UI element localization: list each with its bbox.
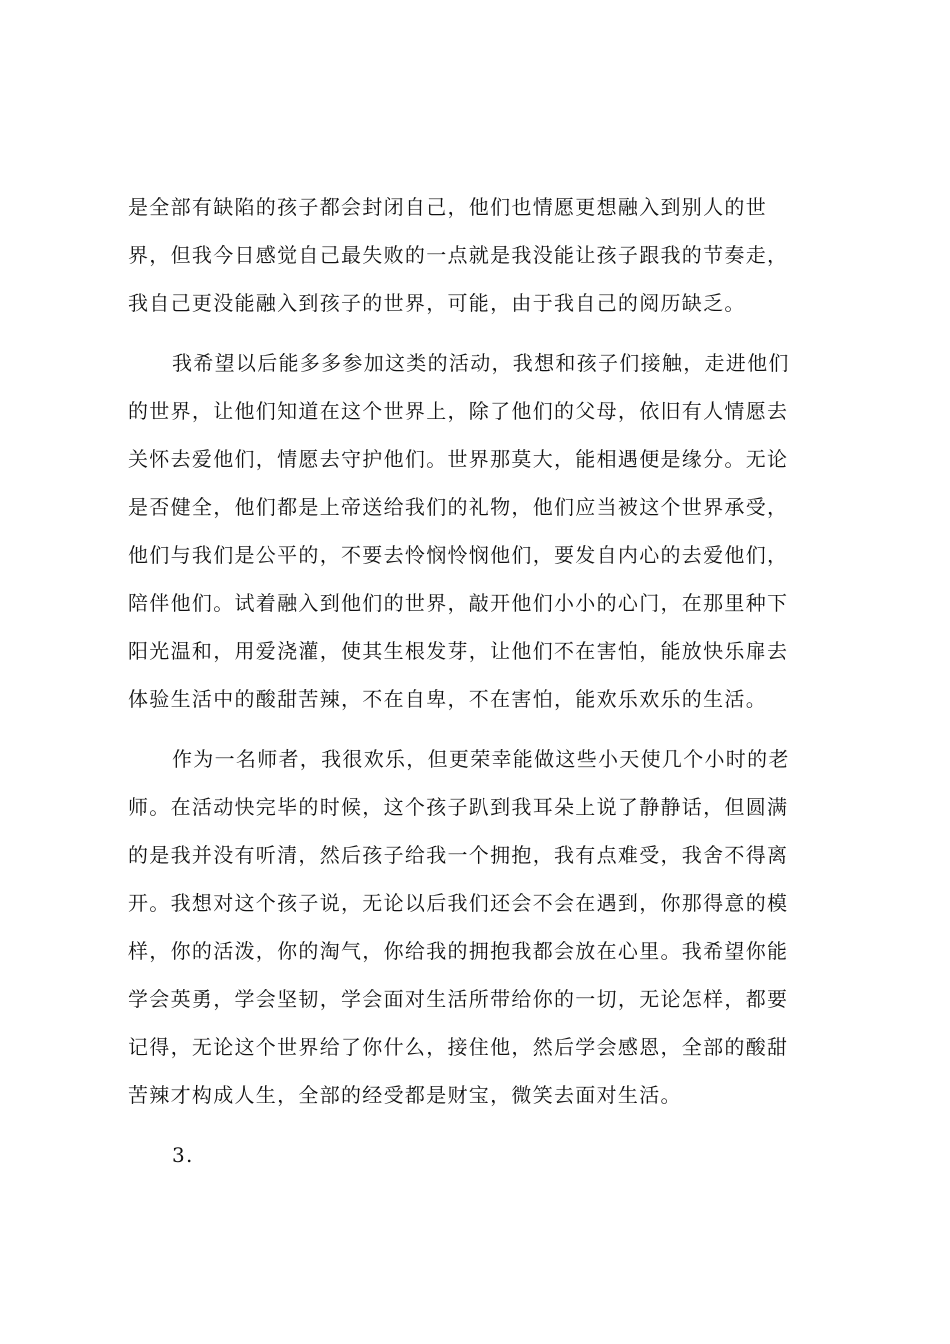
document-body (128, 183, 830, 1179)
text-line: 我希望以后能多多参加这类的活动，我想和孩子们接触，走进他们 (172, 351, 790, 375)
text-line: 阳光温和，用爱浇灌，使其生根发芽，让他们不在害怕，能放快乐扉去 (128, 639, 789, 663)
text-line: 关怀去爱他们，情愿去守护他们。世界那莫大，能相遇便是缘分。无论 (128, 447, 789, 471)
text-line: 学会英勇，学会坚韧，学会面对生活所带给你的一切，无论怎样，都要 (128, 987, 789, 1011)
paragraph-1 (128, 183, 830, 327)
paragraph-3 (128, 735, 830, 1119)
text-line: 苦辣才构成人生，全部的经受都是财宝，微笑去面对生活。 (128, 1083, 682, 1107)
text-line: 记得，无论这个世界给了你什么，接住他，然后学会感恩，全部的酸甜 (128, 1035, 789, 1059)
text-line: 他们与我们是公平的，不要去怜悯怜悯他们，要发自内心的去爱他们， (128, 543, 789, 567)
text-line: 的世界，让他们知道在这个世界上，除了他们的父母，依旧有人情愿去 (128, 399, 789, 423)
text-line: 陪伴他们。试着融入到他们的世界，敲开他们小小的心门，在那里种下 (128, 591, 789, 615)
text-line: 样，你的活泼，你的淘气，你给我的拥抱我都会放在心里。我希望你能 (128, 939, 789, 963)
text-line: 作为一名师者，我很欢乐，但更荣幸能做这些小天使几个小时的老 (172, 747, 790, 771)
text-line: 开。我想对这个孩子说，无论以后我们还会不会在遇到，你那得意的模 (128, 891, 789, 915)
paragraph-gap (128, 1119, 830, 1131)
text-line: 师。在活动快完毕的时候，这个孩子趴到我耳朵上说了静静话，但圆满 (128, 795, 789, 819)
text-line: 我自己更没能融入到孩子的世界，可能，由于我自己的阅历缺乏。 (128, 291, 746, 315)
paragraph-gap (128, 723, 830, 735)
paragraph-gap (128, 327, 830, 339)
paragraph-2 (128, 339, 830, 723)
section-number (128, 1131, 830, 1179)
section-number-label: 3. (172, 1143, 194, 1167)
text-line: 体验生活中的酸甜苦辣，不在自卑，不在害怕，能欢乐欢乐的生活。 (128, 687, 767, 711)
text-line: 是否健全，他们都是上帝送给我们的礼物，他们应当被这个世界承受， (128, 495, 789, 519)
text-line: 界，但我今日感觉自己最失败的一点就是我没能让孩子跟我的节奏走， (128, 243, 789, 267)
text-line: 的是我并没有听清，然后孩子给我一个拥抱，我有点难受，我舍不得离 (128, 843, 789, 867)
text-line: 是全部有缺陷的孩子都会封闭自己，他们也情愿更想融入到别人的世 (128, 195, 767, 219)
